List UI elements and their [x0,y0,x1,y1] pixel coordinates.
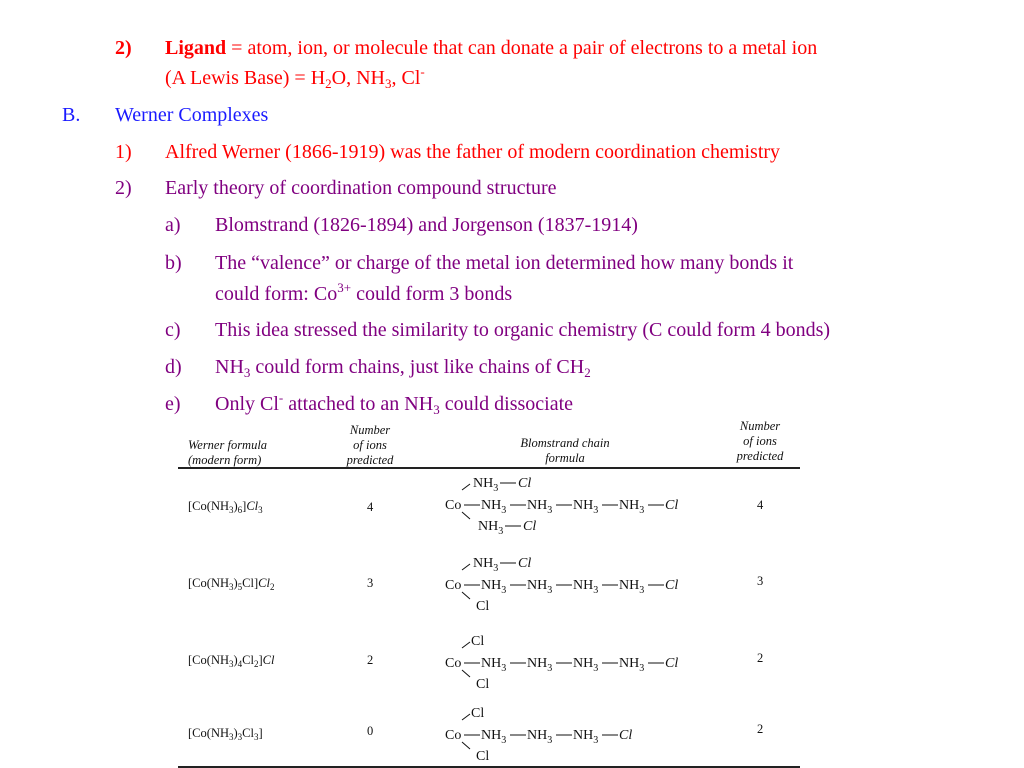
header-rule [178,467,800,469]
item1-number: 1) [115,141,132,163]
bond [462,564,470,570]
sub-c-text: This idea stressed the similarity to organic chemistry (C could form 4 bonds) [215,319,831,341]
blomstrand-ions-row1: 4 [757,498,764,512]
werner-formula-row3: $[Co(NH_3)_4Cl_2]Cl$ [188,653,275,669]
chem-nh: $NH_3$ [478,519,504,537]
werner-formula-row1: $[Co(NH_3)_6]Cl_3$ [188,499,263,515]
werner-formula-row4: $[Co(NH_3)_3Cl_3]$ [188,726,263,742]
chem-cl: Cl [471,706,485,721]
chem-nh: $NH_3$ [481,656,507,674]
werner-ions-row4: 0 [367,724,374,738]
chem-cl: Cl [471,634,485,649]
blomstrand-chain-row4 [440,702,700,768]
sub-b-text-1: The “valence” or charge of the metal ion determined how many bonds it [215,252,794,274]
chem-nh: $NH_3$ [527,728,553,746]
chem-cl: Cl [665,578,679,593]
bond [462,512,470,519]
ligand-definition: Ligand = atom, ion, or molecule that can donate a pair of electrons to a metal ion [165,37,818,59]
blomstrand-ions-row4: 2 [757,722,764,736]
section-b-title: Werner Complexes [115,104,269,126]
bond [462,592,470,599]
item1-text: Alfred Werner (1866-1919) was the father of modern coordination chemistry [165,141,781,163]
chem-nh: $NH_3$ [527,578,553,596]
chem-cl: Cl [518,556,532,571]
werner-formula-row2: $[Co(NH_3)_5Cl]Cl_2$ [188,576,275,592]
chem-nh: $NH_3$ [573,578,599,596]
chem-cl: Cl [665,498,679,513]
blomstrand-ions-row2: 3 [757,574,764,588]
item2-text: Early theory of coordination compound structure [165,177,557,199]
blomstrand-chain-row1 [440,472,700,542]
chem-co: Co [445,578,462,593]
chem-nh: $NH_3$ [473,476,499,494]
section-b-number: B. [62,104,81,126]
chem-cl: Cl [476,749,490,764]
sub-b-number: b) [165,252,182,274]
bond [462,642,470,648]
sub-a-number: a) [165,214,181,236]
chem-nh: $NH_3$ [481,578,507,596]
sub-b-text-2: could form: $Co^{3+}$ could form 3 bonds [215,280,513,305]
chem-nh: $NH_3$ [527,498,553,516]
ligand-line [115,36,132,60]
blomstrand-chain-row3 [440,630,700,700]
header-werner-formula: Werner formula (modern form) [188,438,268,467]
chem-nh: $NH_3$ [573,728,599,746]
blomstrand-ions-row3: 2 [757,651,764,665]
chem-nh: $NH_3$ [619,656,645,674]
sub-d-text: $NH_3$ could form chains, just like chains of $CH_2$ [215,356,591,380]
chem-nh: $NH_3$ [481,498,507,516]
header-blomstrand-ions: Number of ions predicted [736,419,784,463]
sub-a-text: Blomstrand (1826-1894) and Jorgenson (1837-1914) [215,214,638,236]
chem-nh: $NH_3$ [619,578,645,596]
ligand-term: Ligand [165,37,227,59]
header-werner-ions: Number of ions predicted [346,423,394,467]
werner-ions-row3: 2 [367,653,374,667]
chem-nh: $NH_3$ [481,728,507,746]
werner-ions-row1: 4 [367,500,374,514]
sub-d-number: d) [165,356,182,378]
chem-cl: Cl [665,656,679,671]
chem-cl: Cl [619,728,633,743]
blomstrand-chain-row2 [440,552,700,622]
chem-nh: $NH_3$ [473,556,499,574]
ligand-examples: (A Lewis Base) = $H_2O$, $NH_3$, Cl- [165,64,425,91]
bond [462,714,470,720]
sub-c-number: c) [165,319,181,341]
chem-cl: Cl [523,519,537,534]
chem-nh: $NH_3$ [573,656,599,674]
chem-co: Co [445,656,462,671]
chem-cl: Cl [476,599,490,614]
chem-co: Co [445,498,462,513]
header-blomstrand-formula: Blomstrand chain formula [520,436,610,465]
chem-cl: Cl [518,476,532,491]
sub-e-text: Only Cl- attached to an $NH_3$ could dissociate [215,390,574,417]
bond [462,742,470,749]
bond [462,670,470,677]
item2-number: 2) [115,177,132,199]
chem-nh: $NH_3$ [619,498,645,516]
werner-ions-row2: 3 [367,576,374,590]
sub-e-number: e) [165,393,181,415]
chem-co: Co [445,728,462,743]
chem-cl: Cl [476,677,490,692]
bond [462,484,470,490]
chem-nh: $NH_3$ [527,656,553,674]
chem-nh: $NH_3$ [573,498,599,516]
item-number: 2) [115,37,132,59]
